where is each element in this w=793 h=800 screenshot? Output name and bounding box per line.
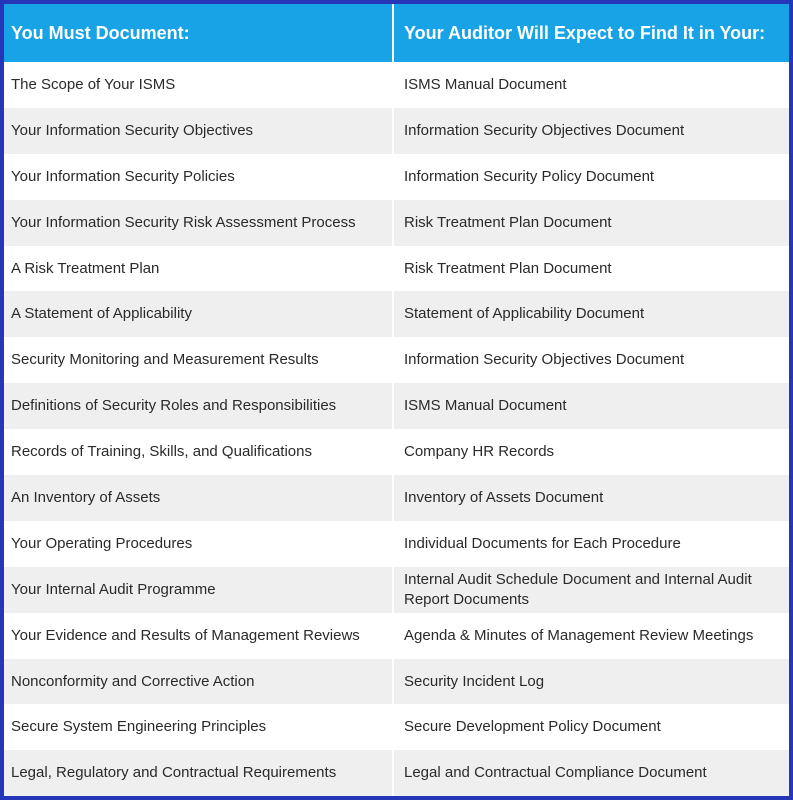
document-location-cell: Information Security Objectives Document	[393, 108, 789, 154]
document-location-cell: ISMS Manual Document	[393, 383, 789, 429]
table-row	[4, 659, 789, 705]
requirement-cell: The Scope of Your ISMS	[4, 62, 393, 108]
requirement-cell: Your Internal Audit Programme	[4, 567, 393, 613]
column-header-auditor-expects: Your Auditor Will Expect to Find It in Your:	[393, 4, 789, 62]
table-row	[4, 246, 789, 292]
requirement-cell: Secure System Engineering Principles	[4, 704, 393, 750]
document-location-cell: Risk Treatment Plan Document	[393, 246, 789, 292]
table-row	[4, 475, 789, 521]
table-body	[4, 62, 789, 796]
document-location-cell: Legal and Contractual Compliance Document	[393, 750, 789, 796]
requirement-cell: Your Operating Procedures	[4, 521, 393, 567]
document-location-cell: Information Security Policy Document	[393, 154, 789, 200]
requirement-cell: Your Evidence and Results of Management Reviews	[4, 613, 393, 659]
document-location-cell: Statement of Applicability Document	[393, 291, 789, 337]
document-location-cell: ISMS Manual Document	[393, 62, 789, 108]
table-row	[4, 429, 789, 475]
document-location-cell: Risk Treatment Plan Document	[393, 200, 789, 246]
document-location-cell: Secure Development Policy Document	[393, 704, 789, 750]
table-row	[4, 200, 789, 246]
table-row	[4, 613, 789, 659]
document-frame	[4, 4, 789, 796]
requirement-cell: Records of Training, Skills, and Qualifications	[4, 429, 393, 475]
requirement-cell: Security Monitoring and Measurement Results	[4, 337, 393, 383]
table-row	[4, 291, 789, 337]
requirement-cell: Your Information Security Objectives	[4, 108, 393, 154]
requirement-cell: An Inventory of Assets	[4, 475, 393, 521]
table-row	[4, 62, 789, 108]
table-row	[4, 108, 789, 154]
requirement-cell: Your Information Security Policies	[4, 154, 393, 200]
table-row	[4, 704, 789, 750]
document-location-cell: Individual Documents for Each Procedure	[393, 521, 789, 567]
document-location-cell: Information Security Objectives Document	[393, 337, 789, 383]
requirement-cell: A Risk Treatment Plan	[4, 246, 393, 292]
requirement-cell: Definitions of Security Roles and Responsibilities	[4, 383, 393, 429]
table-header-row	[4, 4, 789, 62]
documentation-table	[4, 4, 789, 796]
requirement-cell: A Statement of Applicability	[4, 291, 393, 337]
table-row	[4, 521, 789, 567]
document-location-cell: Internal Audit Schedule Document and Internal Audit Report Documents	[393, 567, 789, 613]
table-row	[4, 154, 789, 200]
requirement-cell: Nonconformity and Corrective Action	[4, 659, 393, 705]
document-location-cell: Security Incident Log	[393, 659, 789, 705]
requirement-cell: Your Information Security Risk Assessment Process	[4, 200, 393, 246]
table-row	[4, 750, 789, 796]
document-location-cell: Company HR Records	[393, 429, 789, 475]
table-row	[4, 567, 789, 613]
document-location-cell: Agenda & Minutes of Management Review Meetings	[393, 613, 789, 659]
table-row	[4, 383, 789, 429]
requirement-cell: Legal, Regulatory and Contractual Requirements	[4, 750, 393, 796]
table-row	[4, 337, 789, 383]
column-header-must-document: You Must Document:	[4, 4, 393, 62]
document-location-cell: Inventory of Assets Document	[393, 475, 789, 521]
